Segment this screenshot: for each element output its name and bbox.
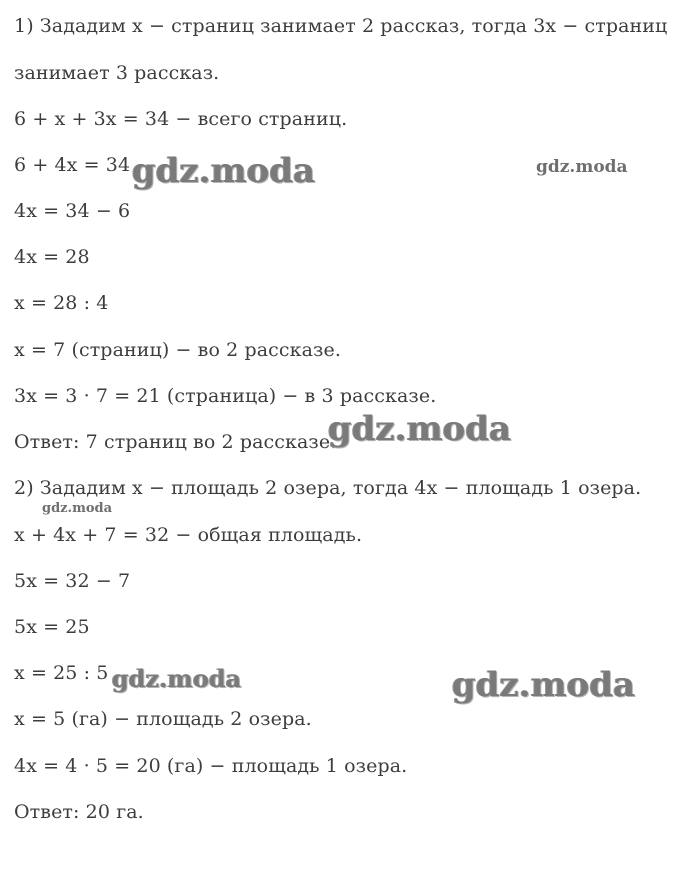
answer-line-2: Ответ: 20 га. <box>14 801 144 823</box>
text-line-4: 6 + 4x = 34 <box>14 154 131 176</box>
text-line-8: x = 7 (страниц) − во 2 рассказе. <box>14 339 341 361</box>
text-line-16: 4x = 4 · 5 = 20 (га) − площадь 1 озера. <box>14 755 408 777</box>
text-line-10: 2) Зададим x − площадь 2 озера, тогда 4x − площадь 1 озера. <box>14 477 642 499</box>
watermark-logo: gdz.moda <box>132 151 316 191</box>
text-line-5: 4x = 34 − 6 <box>14 200 131 222</box>
text-line-2: занимает 3 рассказ. <box>14 62 220 84</box>
watermark-logo: gdz.moda <box>536 157 628 177</box>
text-line-1: 1) Зададим x − страниц занимает 2 рассказ, тогда 3x − страниц <box>14 15 668 37</box>
answer-line-1: Ответ: 7 страниц во 2 рассказе. <box>14 431 337 453</box>
watermark-logo: gdz.moda <box>112 664 242 693</box>
text-line-12: 5x = 32 − 7 <box>14 570 131 592</box>
text-line-14: x = 25 : 5 <box>14 662 109 684</box>
watermark-logo: gdz.moda <box>42 501 113 516</box>
text-line-6: 4x = 28 <box>14 246 90 268</box>
text-line-11: x + 4x + 7 = 32 − общая площадь. <box>14 524 363 546</box>
text-line-9: 3x = 3 · 7 = 21 (страница) − в 3 рассказе. <box>14 385 437 407</box>
watermark-logo: gdz.moda <box>328 409 512 449</box>
text-line-15: x = 5 (га) − площадь 2 озера. <box>14 708 312 730</box>
text-line-3: 6 + x + 3x = 34 − всего страниц. <box>14 108 348 130</box>
text-line-13: 5x = 25 <box>14 616 90 638</box>
watermark-logo: gdz.moda <box>452 665 636 705</box>
text-line-7: x = 28 : 4 <box>14 292 109 314</box>
